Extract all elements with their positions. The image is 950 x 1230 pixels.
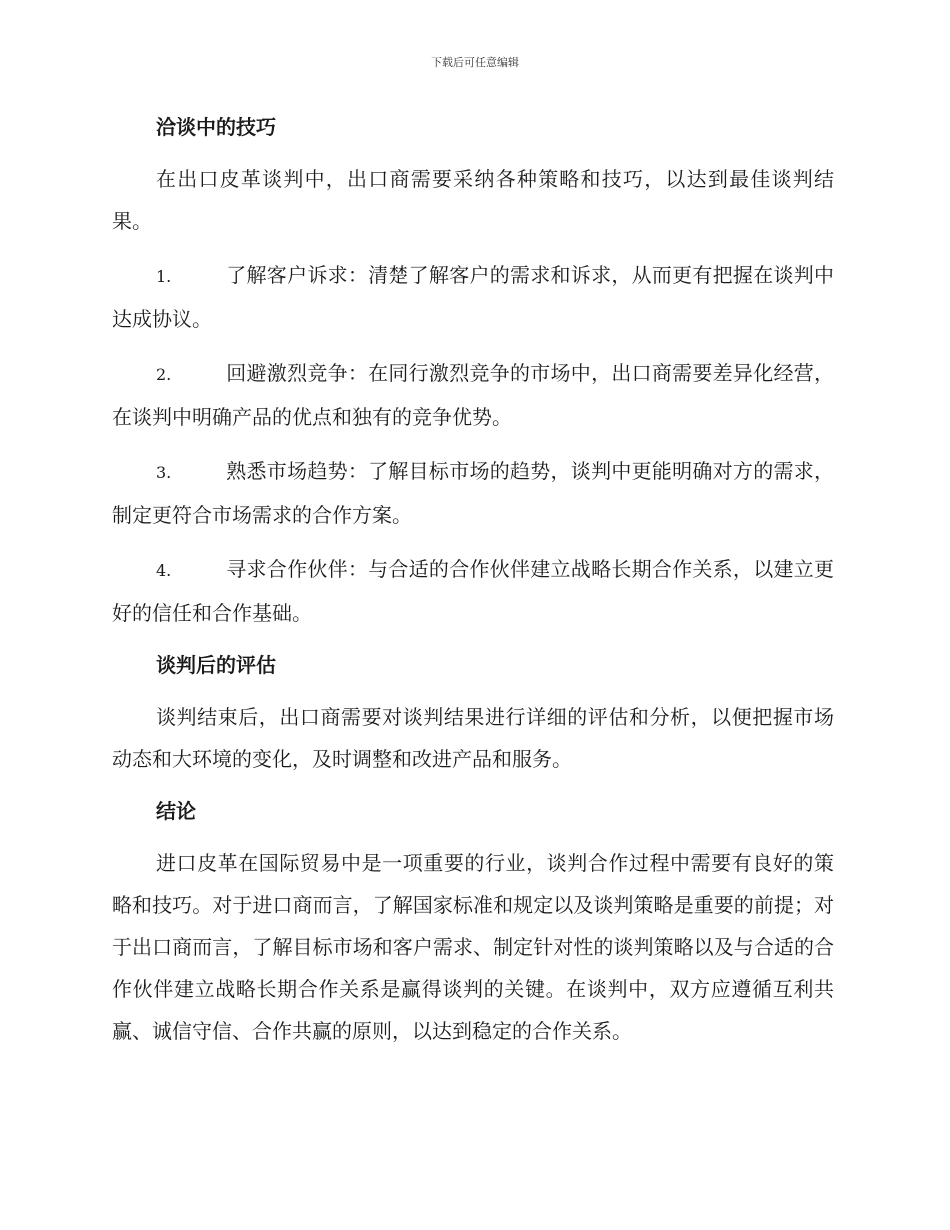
list-item-text: 寻求合作伙伴：与合适的合作伙伴建立战略长期合作关系，以建立更好的信任和合作基础。 [112, 557, 834, 625]
section-heading-tips: 洽谈中的技巧 [156, 115, 276, 139]
list-item-text: 熟悉市场趋势：了解目标市场的趋势，谈判中更能明确对方的需求，制定更符合市场需求的合作方案。 [112, 459, 834, 527]
list-item-number: 4. [156, 561, 172, 580]
list-item-number: 3. [156, 463, 172, 482]
section-heading-evaluation: 谈判后的评估 [156, 653, 276, 677]
list-item-text: 回避激烈竞争：在同行激烈竞争的市场中，出口商需要差异化经营，在谈判中明确产品的优点和独有的竞争优势。 [112, 361, 834, 429]
conclusion-paragraph: 进口皮革在国际贸易中是一项重要的行业，谈判合作过程中需要有良好的策略和技巧。对于进口商而言，了解国家标准和规定以及谈判策略是重要的前提；对于出口商而言，了解目标市场和客户需求、制定针对性的谈判策略以及与合适的合作伙伴建立战略长期合作关系是赢得谈判的关键。在谈判中，双方应遵循互利共赢、诚信守信、合作共赢的原则，以达到稳定的合作关系。 [112, 851, 834, 1043]
list-item [112, 450, 834, 536]
document-body [112, 108, 834, 1064]
list-item [112, 352, 834, 438]
evaluation-paragraph: 谈判结束后，出口商需要对谈判结果进行详细的评估和分析，以便把握市场动态和大环境的变化，及时调整和改进产品和服务。 [112, 705, 834, 771]
list-item-number: 2. [156, 365, 172, 384]
list-item-text: 了解客户诉求：清楚了解客户的需求和诉求，从而更有把握在谈判中达成协议。 [112, 263, 834, 331]
tips-intro-paragraph: 在出口皮革谈判中，出口商需要采纳各种策略和技巧，以达到最佳谈判结果。 [112, 167, 834, 233]
list-item-number: 1. [156, 267, 172, 286]
list-item [112, 548, 834, 634]
section-heading-conclusion: 结论 [156, 799, 196, 823]
header-note: 下载后可任意编辑 [431, 56, 519, 69]
list-item [112, 254, 834, 340]
